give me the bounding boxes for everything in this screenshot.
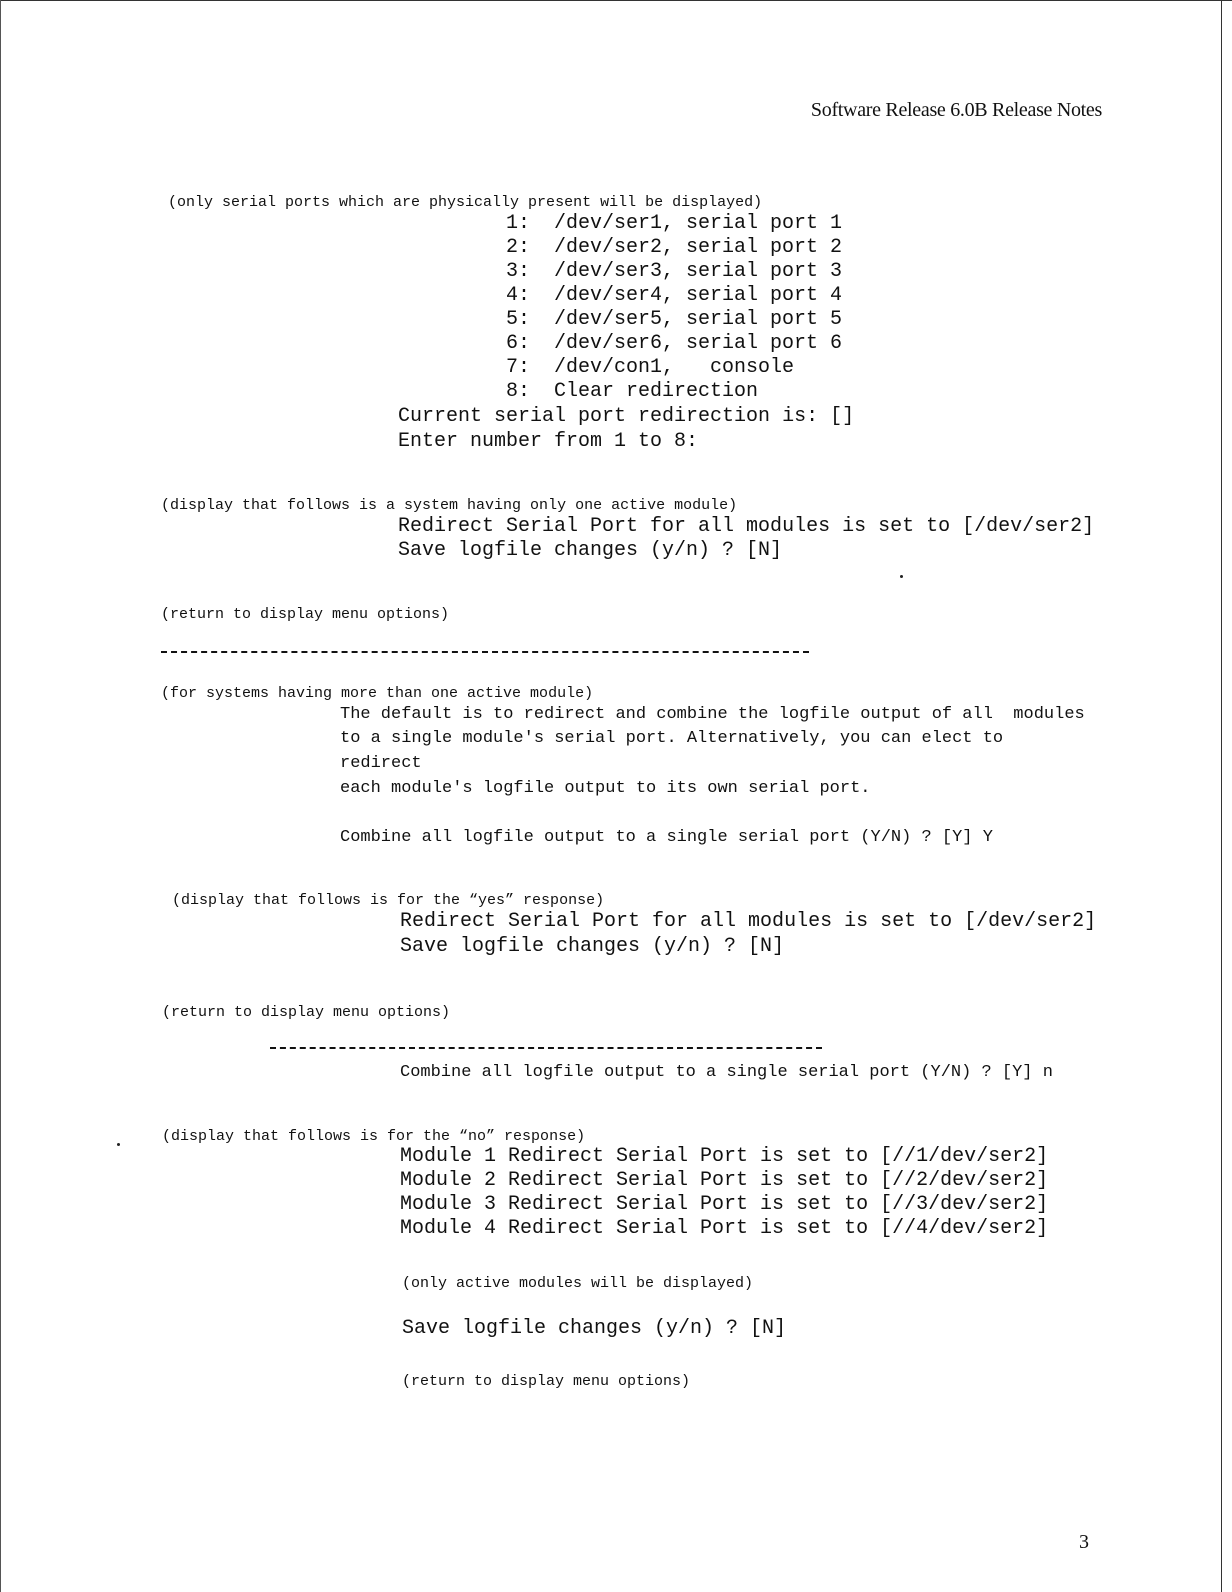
serial-option-6: 6: /dev/ser6, serial port 6 — [506, 332, 843, 355]
yes-response-save-prompt: Save logfile changes (y/n) ? [N] — [400, 935, 785, 958]
serial-option-8: 8: Clear redirection — [506, 380, 759, 403]
multi-module-note: (for systems having more than one active module) — [161, 685, 594, 702]
page-border-left — [0, 0, 1, 1592]
serial-option-4: 4: /dev/ser4, serial port 4 — [506, 284, 843, 307]
serial-option-5: 5: /dev/ser5, serial port 5 — [506, 308, 843, 331]
separator-dashes-1 — [161, 651, 809, 653]
scan-speck — [900, 575, 903, 578]
multi-module-desc-2: to a single module's serial port. Alternatively, you can elect to — [340, 729, 1004, 748]
scan-speck — [117, 1143, 120, 1146]
page-header-title: Software Release 6.0B Release Notes — [810, 99, 1102, 121]
yes-response-note: (display that follows is for the “yes” response) — [172, 892, 605, 909]
page-number: 3 — [1079, 1531, 1089, 1553]
single-module-note: (display that follows is a system having only one active module) — [161, 497, 738, 514]
module-2-redirect: Module 2 Redirect Serial Port is set to [//2/dev/ser2] — [400, 1169, 1049, 1192]
enter-number-prompt: Enter number from 1 to 8: — [398, 430, 699, 453]
single-module-save-prompt: Save logfile changes (y/n) ? [N] — [398, 539, 783, 562]
serial-option-3: 3: /dev/ser3, serial port 3 — [506, 260, 843, 283]
separator-dashes-2 — [270, 1047, 822, 1049]
active-modules-note: (only active modules will be displayed) — [402, 1275, 754, 1292]
serial-option-2: 2: /dev/ser2, serial port 2 — [506, 236, 843, 259]
multi-module-desc-3: redirect — [340, 754, 422, 773]
serial-option-1: 1: /dev/ser1, serial port 1 — [506, 212, 843, 235]
combine-output-prompt-no: Combine all logfile output to a single serial port (Y/N) ? [Y] n — [400, 1063, 1053, 1082]
single-module-redirect: Redirect Serial Port for all modules is set to [/dev/ser2] — [398, 515, 1095, 538]
multi-module-desc-4: each module's logfile output to its own serial port. — [340, 779, 871, 798]
single-module-return-note: (return to display menu options) — [161, 606, 450, 623]
multi-module-desc-1: The default is to redirect and combine the logfile output of all modules — [340, 705, 1085, 724]
module-3-redirect: Module 3 Redirect Serial Port is set to [//3/dev/ser2] — [400, 1193, 1049, 1216]
yes-response-redirect: Redirect Serial Port for all modules is set to [/dev/ser2] — [400, 910, 1097, 933]
serial-option-7: 7: /dev/con1, console — [506, 356, 795, 379]
combine-output-prompt-yes: Combine all logfile output to a single serial port (Y/N) ? [Y] Y — [340, 828, 993, 847]
module-1-redirect: Module 1 Redirect Serial Port is set to [//1/dev/ser2] — [400, 1145, 1049, 1168]
no-response-note: (display that follows is for the “no” response) — [162, 1128, 586, 1145]
serial-ports-note: (only serial ports which are physically present will be displayed) — [168, 194, 763, 211]
current-redirection: Current serial port redirection is: [] — [398, 405, 855, 428]
page-border-top — [0, 0, 1232, 1]
module-4-redirect: Module 4 Redirect Serial Port is set to [//4/dev/ser2] — [400, 1217, 1049, 1240]
page-border-right — [1221, 0, 1222, 1592]
no-response-return-note: (return to display menu options) — [402, 1373, 691, 1390]
no-response-save-prompt: Save logfile changes (y/n) ? [N] — [402, 1317, 787, 1340]
yes-response-return-note: (return to display menu options) — [162, 1004, 451, 1021]
